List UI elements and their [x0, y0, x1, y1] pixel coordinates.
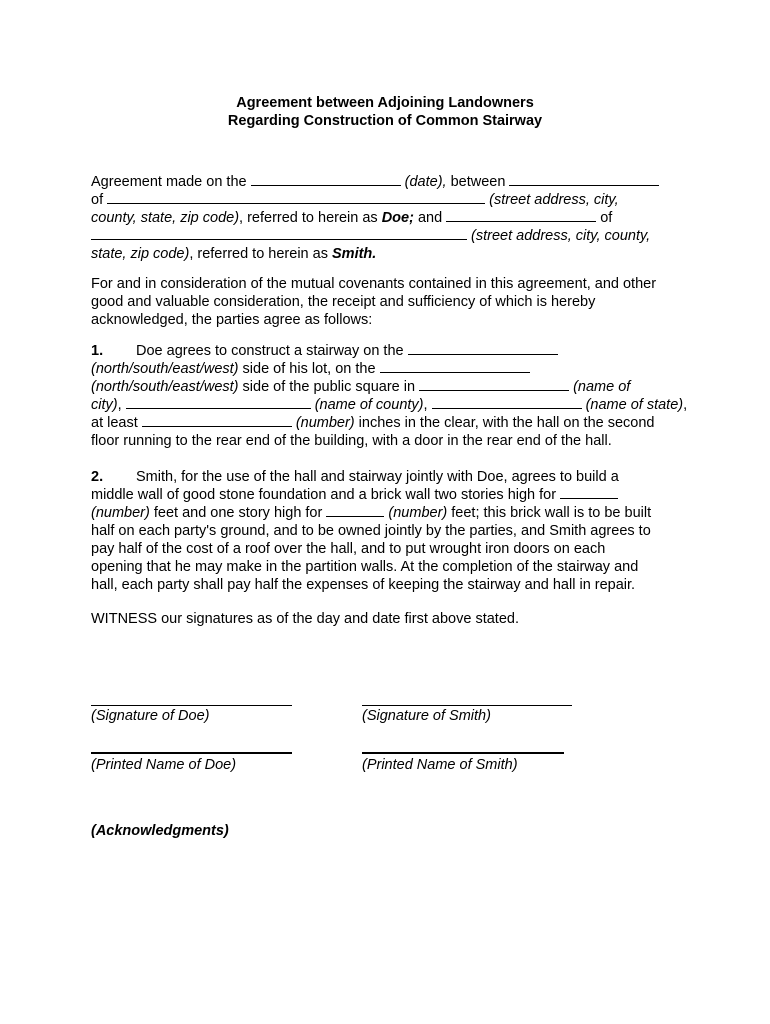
smith-address-blank[interactable] — [91, 227, 467, 240]
doe-signature-label: (Signature of Doe) — [91, 708, 210, 724]
consideration-line-3: acknowledged, the parties agree as follows: — [91, 312, 373, 328]
witness-statement: WITNESS our signatures as of the day and date first above stated. — [91, 611, 519, 627]
lot-blank[interactable] — [408, 342, 558, 355]
smith-printed-name-line[interactable] — [362, 752, 564, 754]
smith-signature-label: (Signature of Smith) — [362, 708, 491, 724]
document-title-line-2: Regarding Construction of Common Stairway — [227, 113, 543, 129]
consideration-line-1: For and in consideration of the mutual covenants contained in this agreement, and other — [91, 276, 657, 292]
document-title-line-1: Agreement between Adjoining Landowners — [236, 95, 534, 111]
consideration-line-2: good and valuable consideration, the receipt and sufficiency of which is hereby — [91, 294, 596, 310]
doe-printed-name-line[interactable] — [91, 752, 292, 754]
para1-line-2: (north/south/east/west) side of his lot, on the — [91, 360, 530, 378]
smith-name-blank[interactable] — [446, 209, 596, 222]
intro-line-4: (street address, city, county, — [91, 227, 650, 245]
para1-number: 1. — [91, 343, 104, 359]
para2-line-6: opening that he may make in the partition walls. At the completion of the stairway and — [91, 559, 639, 575]
para2-line-3: (number) feet and one story high for (number) feet; this brick wall is to be built — [91, 505, 652, 521]
inches-blank[interactable] — [142, 414, 292, 427]
para2-line-2: middle wall of good stone foundation and a brick wall two stories high for — [91, 486, 618, 504]
para1-line-4: city), (name of county), (name of state), — [91, 397, 688, 413]
para1-line-5: at least (number) inches in the clear, with the hall on the second — [91, 415, 655, 431]
para2-line-5: pay half of the cost of a roof over the hall, and to put wrought iron doors on each — [91, 541, 606, 557]
para1-line-3: (north/south/east/west) side of the public square in (name of — [91, 379, 631, 395]
acknowledgments-heading: (Acknowledgments) — [91, 823, 229, 839]
square-side-blank[interactable] — [380, 360, 530, 373]
two-story-height-blank[interactable] — [560, 486, 618, 499]
doe-address-blank[interactable] — [107, 191, 485, 204]
para2-line-4: half on each party's ground, and to be owned jointly by the parties, and Smith agrees to — [91, 523, 651, 539]
doe-signature-line[interactable] — [91, 705, 292, 706]
smith-printed-name-label: (Printed Name of Smith) — [362, 757, 518, 773]
para2-line-7: hall, each party shall pay half the expenses of keeping the stairway and hall in repair. — [91, 577, 636, 593]
date-blank[interactable] — [251, 173, 401, 186]
intro-line-5: state, zip code), referred to herein as Smith. — [91, 246, 377, 262]
para2-line-1: 2. Smith, for the use of the hall and stairway jointly with Doe, agrees to build a — [91, 469, 619, 485]
doe-name-blank[interactable] — [509, 173, 659, 186]
one-story-height-blank[interactable] — [326, 504, 384, 517]
county-blank[interactable] — [126, 396, 311, 409]
para1-line-6: floor running to the rear end of the building, with a door in the rear end of the hall. — [91, 433, 612, 449]
smith-signature-line[interactable] — [362, 705, 572, 706]
state-blank[interactable] — [432, 396, 582, 409]
para2-number: 2. — [91, 469, 104, 485]
doe-printed-name-label: (Printed Name of Doe) — [91, 757, 237, 773]
para1-line-1: 1. Doe agrees to construct a stairway on the — [91, 342, 558, 360]
intro-line-3: county, state, zip code), referred to herein as Doe; and of — [91, 210, 613, 226]
intro-line-1: Agreement made on the (date), between — [91, 173, 659, 191]
city-blank[interactable] — [419, 378, 569, 391]
intro-line-2: of (street address, city, — [91, 192, 619, 208]
